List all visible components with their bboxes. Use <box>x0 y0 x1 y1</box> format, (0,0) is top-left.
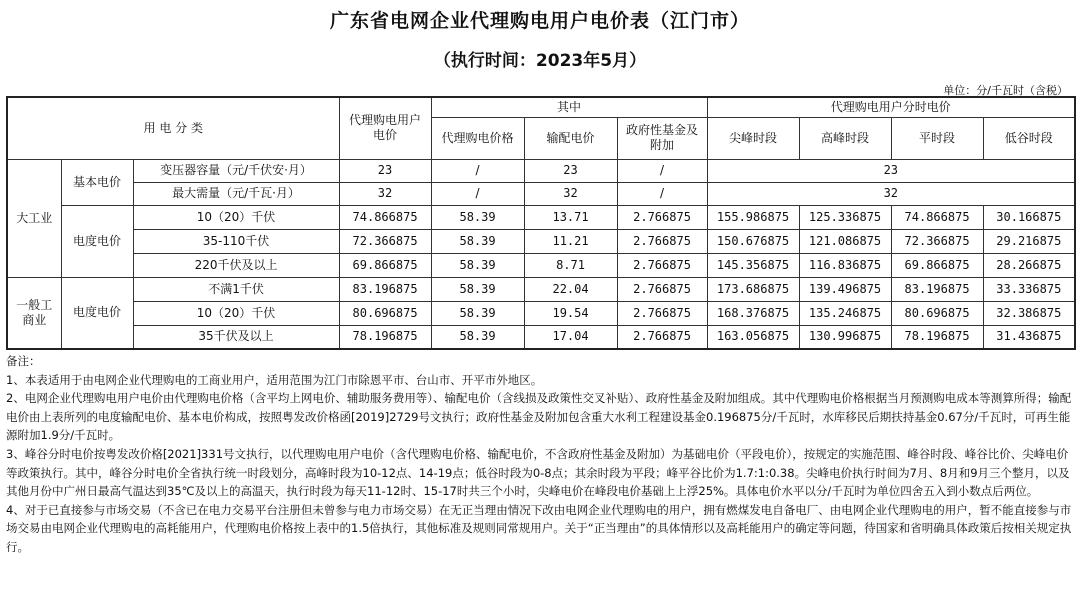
cell-fund: 2.766875 <box>617 253 707 277</box>
cell-purchase: 58.39 <box>431 253 524 277</box>
cell-peak: 168.376875 <box>707 301 799 325</box>
cell-flat: 69.866875 <box>891 253 983 277</box>
row-label: 35千伏及以上 <box>133 325 339 349</box>
cell-transmission: 17.04 <box>524 325 617 349</box>
row-label: 最大需量（元/千瓦·月） <box>133 182 339 205</box>
row-label: 变压器容量（元/千伏安·月） <box>133 159 339 182</box>
group-energy-price-general: 电度电价 <box>61 277 133 349</box>
cell-tou: 23 <box>707 159 1075 182</box>
cell-agent: 69.866875 <box>339 253 431 277</box>
notes-heading: 备注： <box>6 354 41 368</box>
header-agent-price: 代理购电用户 电价 <box>339 97 431 159</box>
unit-label: 单位：分/千瓦时（含税） <box>943 84 1068 97</box>
group-large-industry: 大工业 <box>7 159 61 277</box>
table-row <box>7 325 1075 349</box>
table-row <box>7 159 1075 182</box>
cell-high: 125.336875 <box>799 205 891 229</box>
cell-agent: 32 <box>339 182 431 205</box>
cell-flat: 83.196875 <box>891 277 983 301</box>
table-row <box>7 205 1075 229</box>
cell-purchase: 58.39 <box>431 325 524 349</box>
cell-transmission: 22.04 <box>524 277 617 301</box>
cell-peak: 173.686875 <box>707 277 799 301</box>
cell-valley: 29.216875 <box>983 229 1075 253</box>
cell-flat: 80.696875 <box>891 301 983 325</box>
price-table <box>6 96 1076 350</box>
cell-transmission: 13.71 <box>524 205 617 229</box>
cell-valley: 30.166875 <box>983 205 1075 229</box>
cell-flat: 72.366875 <box>891 229 983 253</box>
header-valley: 低谷时段 <box>983 117 1075 159</box>
cell-peak: 163.056875 <box>707 325 799 349</box>
cell-high: 121.086875 <box>799 229 891 253</box>
header-fund: 政府性基金及 附加 <box>617 117 707 159</box>
row-label: 35-110千伏 <box>133 229 339 253</box>
cell-agent: 83.196875 <box>339 277 431 301</box>
cell-high: 130.996875 <box>799 325 891 349</box>
cell-valley: 33.336875 <box>983 277 1075 301</box>
cell-high: 135.246875 <box>799 301 891 325</box>
cell-valley: 31.436875 <box>983 325 1075 349</box>
cell-peak: 150.676875 <box>707 229 799 253</box>
table-row <box>7 277 1075 301</box>
cell-purchase: / <box>431 182 524 205</box>
cell-agent: 78.196875 <box>339 325 431 349</box>
row-label: 10（20）千伏 <box>133 205 339 229</box>
cell-high: 139.496875 <box>799 277 891 301</box>
cell-agent: 74.866875 <box>339 205 431 229</box>
row-label: 10（20）千伏 <box>133 301 339 325</box>
group-basic-price: 基本电价 <box>61 159 133 205</box>
cell-flat: 74.866875 <box>891 205 983 229</box>
note-item: 2、电网企业代理购电用户电价由代理购电价格（含平均上网电价、辅助服务费用等）、输配电价（含线损及政策性交叉补贴）、政府性基金及附加组成。其中代理购电价格根据当月预测购电成本等测算所得；输配电价由上表所列的电度输配电价、基本电价构成，按照粤发改价格函[2019]2729号文执行；政府性基金及附加包含重大水利工程建设基金0.196875分/千瓦时，水库移民后期扶持基金0.67分/千瓦时，可再生能源附加1.9分/千瓦时。 <box>6 391 1072 443</box>
cell-transmission: 19.54 <box>524 301 617 325</box>
cell-flat: 78.196875 <box>891 325 983 349</box>
cell-purchase: 58.39 <box>431 277 524 301</box>
table-row <box>7 253 1075 277</box>
header-peak: 尖峰时段 <box>707 117 799 159</box>
header-tou: 代理购电用户分时电价 <box>707 97 1075 117</box>
cell-peak: 145.356875 <box>707 253 799 277</box>
cell-transmission: 11.21 <box>524 229 617 253</box>
page-subtitle: （执行时间：2023年5月） <box>433 51 647 71</box>
notes-section <box>6 352 1074 557</box>
group-general-commerce: 一般工 商业 <box>7 277 61 349</box>
header-category: 用 电 分 类 <box>7 97 339 159</box>
cell-purchase: / <box>431 159 524 182</box>
cell-transmission: 8.71 <box>524 253 617 277</box>
cell-fund: 2.766875 <box>617 277 707 301</box>
table-row <box>7 301 1075 325</box>
cell-purchase: 58.39 <box>431 229 524 253</box>
header-high: 高峰时段 <box>799 117 891 159</box>
cell-agent: 72.366875 <box>339 229 431 253</box>
note-item: 3、峰谷分时电价按粤发改价格[2021]331号文执行，以代理购电用户电价（含代理购电价格、输配电价，不含政府性基金及附加）为基础电价（平段电价），按规定的实施范围、峰谷时段、峰谷比价、尖峰电价等政策执行。其中，峰谷分时电价全省执行统一时段划分，高峰时段为10-12点、14-19点；低谷时段为0-8点；其余时段为平段；峰平谷比价为1.7:1:0.38。尖峰电价执行时间为7月、8月和9月三个整月，以及其他月份中广州日最高气温达到35℃及以上的高温天，执行时段为每天11-12时、15-17时共三个小时，尖峰电价在峰段电价基础上上浮25%。具体电价水平以分/千瓦时为单位四舍五入到小数点后两位。 <box>6 446 1070 499</box>
cell-transmission: 23 <box>524 159 617 182</box>
cell-fund: 2.766875 <box>617 301 707 325</box>
header-transmission: 输配电价 <box>524 117 617 159</box>
header-flat: 平时段 <box>891 117 983 159</box>
header-purchase-price: 代理购电价格 <box>431 117 524 159</box>
table-row <box>7 229 1075 253</box>
cell-high: 116.836875 <box>799 253 891 277</box>
cell-purchase: 58.39 <box>431 301 524 325</box>
row-label: 220千伏及以上 <box>133 253 339 277</box>
cell-fund: / <box>617 182 707 205</box>
cell-tou: 32 <box>707 182 1075 205</box>
cell-agent: 80.696875 <box>339 301 431 325</box>
page-title: 广东省电网企业代理购电用户电价表（江门市） <box>329 10 750 32</box>
cell-agent: 23 <box>339 159 431 182</box>
cell-transmission: 32 <box>524 182 617 205</box>
cell-fund: 2.766875 <box>617 325 707 349</box>
group-energy-price: 电度电价 <box>61 205 133 277</box>
note-item: 1、本表适用于由电网企业代理购电的工商业用户，适用范围为江门市除恩平市、台山市、开平市外地区。 <box>6 372 543 387</box>
cell-purchase: 58.39 <box>431 205 524 229</box>
cell-fund: / <box>617 159 707 182</box>
cell-valley: 32.386875 <box>983 301 1075 325</box>
header-of-which: 其中 <box>431 97 707 117</box>
table-row <box>7 182 1075 205</box>
row-label: 不满1千伏 <box>133 277 339 301</box>
cell-fund: 2.766875 <box>617 205 707 229</box>
cell-peak: 155.986875 <box>707 205 799 229</box>
cell-valley: 28.266875 <box>983 253 1075 277</box>
cell-fund: 2.766875 <box>617 229 707 253</box>
note-item: 4、对于已直接参与市场交易（不含已在电力交易平台注册但未曾参与电力市场交易）在无正当理由情况下改由电网企业代理购电的用户，拥有燃煤发电自备电厂、由电网企业代理购电的用户，暂不能直接参与市场交易由电网企业代理购电的高耗能用户，代理购电价格按上表中的1.5倍执行，其他标准及规则同常规用户。关于“正当理由”的具体情形以及高耗能用户的确定等问题，待国家和省明确具体政策后按相关规定执行。 <box>6 502 1072 554</box>
